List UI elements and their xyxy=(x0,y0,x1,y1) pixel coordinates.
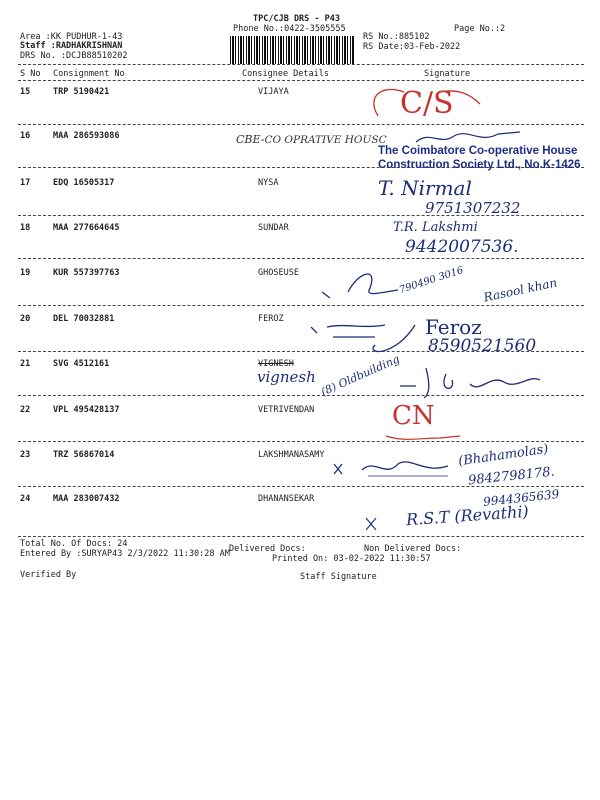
col-consignment: Consignment No xyxy=(53,69,125,79)
row19-note: 790490 3016 xyxy=(397,264,465,297)
row-consignment: KUR 557397763 xyxy=(53,268,120,278)
row-consignee: LAKSHMANASAMY xyxy=(258,450,325,460)
row-consignee: VETRIVENDAN xyxy=(258,405,315,415)
row-divider xyxy=(18,486,584,487)
stamp-line2: Construction Society Ltd., No.K-1426 xyxy=(378,159,581,171)
row24-signature: R.S.T (Revathi) xyxy=(405,501,530,530)
divider xyxy=(18,80,584,81)
row-consignee: VIJAYA xyxy=(258,87,289,97)
row21-note: (8) Oldbuilding xyxy=(319,352,402,399)
stamp-line1: The Coimbatore Co-operative House xyxy=(378,145,578,157)
row20-phone: 8590521560 xyxy=(428,336,537,356)
row-consignment: MAA 283007432 xyxy=(53,494,120,504)
row19-name: Rasool khan xyxy=(482,275,559,305)
row-divider xyxy=(18,305,584,306)
rs-number: RS No.:885102 xyxy=(363,32,430,42)
row-sno: 15 xyxy=(20,87,31,97)
drs-number: DRS No. :DCJB88510202 xyxy=(20,51,128,61)
row18-signature: T.R. Lakshmi xyxy=(393,220,478,235)
row-sno: 20 xyxy=(20,314,31,324)
row-consignment: EDQ 16505317 xyxy=(53,178,115,188)
row-sno: 22 xyxy=(20,405,31,415)
doc-title: TPC/CJB DRS - P43 xyxy=(253,14,340,24)
row-consignment: MAA 277664645 xyxy=(53,223,120,233)
row-sno: 24 xyxy=(20,494,31,504)
row17-signature: T. Nirmal xyxy=(378,176,472,200)
row-consignee: SUNDAR xyxy=(258,223,289,233)
printed-on: Printed On: 03-02-2022 11:30:57 xyxy=(272,554,431,564)
row-sno: 16 xyxy=(20,131,31,141)
divider xyxy=(18,64,584,65)
row-consignee-struck: VIGNESH xyxy=(258,359,294,369)
row-divider xyxy=(18,258,584,259)
row-sno: 18 xyxy=(20,223,31,233)
row-sno: 17 xyxy=(20,178,31,188)
row-divider xyxy=(18,124,584,125)
row-consignee: DHANANSEKAR xyxy=(258,494,315,504)
row-consignee: NYSA xyxy=(258,178,279,188)
row-consignment: MAA 286593086 xyxy=(53,131,120,141)
row-sno: 23 xyxy=(20,450,31,460)
row-consignment: VPL 495428137 xyxy=(53,405,120,415)
row20-signature-mark xyxy=(305,315,425,360)
verified-by: Verified By xyxy=(20,570,77,580)
row-consignee: FEROZ xyxy=(258,314,284,324)
row-consignment: TRP 5190421 xyxy=(53,87,110,97)
row-consignment: DEL 70032881 xyxy=(53,314,115,324)
total-docs: Total No. Of Docs: 24 xyxy=(20,539,128,549)
row24-tick xyxy=(358,510,398,536)
row21-name: vignesh xyxy=(257,368,316,386)
row23-phone: 9842798178. xyxy=(467,464,556,489)
entered-by: Entered By :SURYAP43 2/3/2022 11:30:28 AM xyxy=(20,549,230,559)
delivered-docs: Delivered Docs: xyxy=(229,544,306,554)
cs-mark: C/S xyxy=(400,86,454,121)
phone-number: Phone No.:0422-3505555 xyxy=(233,24,346,34)
row21-signature xyxy=(390,364,570,400)
row-sno: 21 xyxy=(20,359,31,369)
row23-name: (Bhahamolas) xyxy=(457,441,550,470)
row-divider xyxy=(18,536,584,537)
barcode xyxy=(230,36,355,64)
row23-signature xyxy=(328,452,458,484)
staff-label: Staff :RADHAKRISHNAN xyxy=(20,41,123,51)
row20-signature: Feroz xyxy=(425,315,482,339)
row18-phone: 9442007536. xyxy=(405,237,519,257)
row-consignment: SVG 4512161 xyxy=(53,359,110,369)
staff-signature: Staff Signature xyxy=(300,572,377,582)
col-consignee: Consignee Details xyxy=(242,69,329,79)
row17-phone: 9751307232 xyxy=(425,199,521,217)
page-number: Page No.:2 xyxy=(454,24,506,34)
area-label: Area :KK PUDHUR-1-43 xyxy=(20,32,123,42)
row-consignment: TRZ 56867014 xyxy=(53,450,115,460)
row-sno: 19 xyxy=(20,268,31,278)
rs-date: RS Date:03-Feb-2022 xyxy=(363,42,461,52)
cbe-prefix: CBE- xyxy=(236,133,265,146)
col-signature: Signature xyxy=(424,69,471,79)
consignee-text: CO OPRATIVE HOUSC xyxy=(264,134,387,146)
col-sno: S No xyxy=(20,69,41,79)
row-divider xyxy=(18,441,584,442)
cn-mark: CN xyxy=(392,401,435,431)
non-delivered-docs: Non Delivered Docs: xyxy=(364,544,462,554)
row24-phone: 9944365639 xyxy=(482,487,560,509)
row-consignee: GHOSEUSE xyxy=(258,268,299,278)
